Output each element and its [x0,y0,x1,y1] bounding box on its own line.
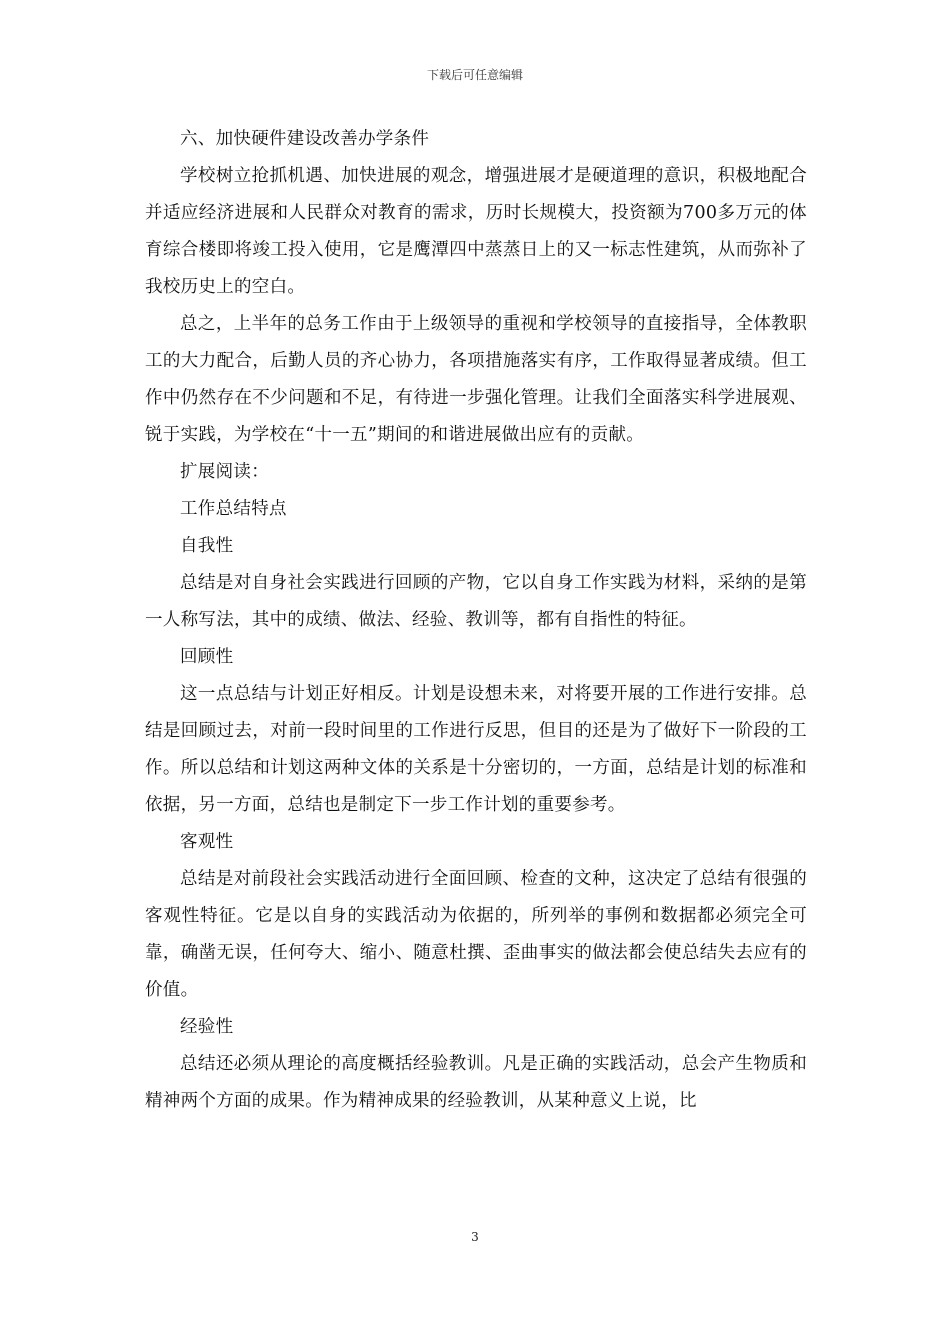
body-paragraph: 总结是对前段社会实践活动进行全面回顾、检查的文种，这决定了总结有很强的客观性特征。它是以自身的实践活动为依据的，所列举的事例和数据都必须完全可靠，确凿无误，任何夸大、缩小、随意杜撰、歪曲事实的做法都会使总结失去应有的价值。 [145,869,807,1000]
body-paragraph: 总结还必须从理论的高度概括经验教训。凡是正确的实践活动，总会产生物质和精神两个方面的成果。作为精神成果的经验教训，从某种意义上说，比 [145,1054,807,1111]
body-paragraph: 这一点总结与计划正好相反。计划是设想未来，对将要开展的工作进行安排。总结是回顾过去，对前一段时间里的工作进行反思，但目的还是为了做好下一阶段的工作。所以总结和计划这两种文体的关系是十分密切的，一方面，总结是计划的标准和依据，另一方面，总结也是制定下一步工作计划的重要参考。 [145,684,807,815]
feature-heading: 回顾性 [180,647,234,667]
section-heading: 六、加快硬件建设改善办学条件 [180,129,430,149]
extended-reading-label: 扩展阅读： [180,462,269,482]
body-paragraph: 学校树立抢抓机遇、加快进展的观念，增强进展才是硬道理的意识，积极地配合并适应经济进展和人民群众对教育的需求，历时长规模大，投资额为700多万元的体育综合楼即将竣工投入使用，它是鹰潭四中蒸蒸日上的又一标志性建筑，从而弥补了我校历史上的空白。 [145,166,807,297]
document-body [145,121,807,1120]
subsection-title: 工作总结特点 [180,499,287,519]
body-paragraph: 总结是对自身社会实践进行回顾的产物，它以自身工作实践为材料，采纳的是第一人称写法，其中的成绩、做法、经验、教训等，都有自指性的特征。 [145,573,807,630]
page-number: 3 [471,1230,479,1244]
feature-heading: 自我性 [180,536,234,556]
feature-heading: 客观性 [180,832,234,852]
page-header: 下载后可任意编辑 [426,68,523,82]
body-paragraph: 总之，上半年的总务工作由于上级领导的重视和学校领导的直接指导，全体教职工的大力配合，后勤人员的齐心协力，各项措施落实有序，工作取得显著成绩。但工作中仍然存在不少问题和不足，有待进一步强化管理。让我们全面落实科学进展观、锐于实践，为学校在“十一五”期间的和谐进展做出应有的贡献。 [145,314,807,445]
feature-heading: 经验性 [180,1017,234,1037]
